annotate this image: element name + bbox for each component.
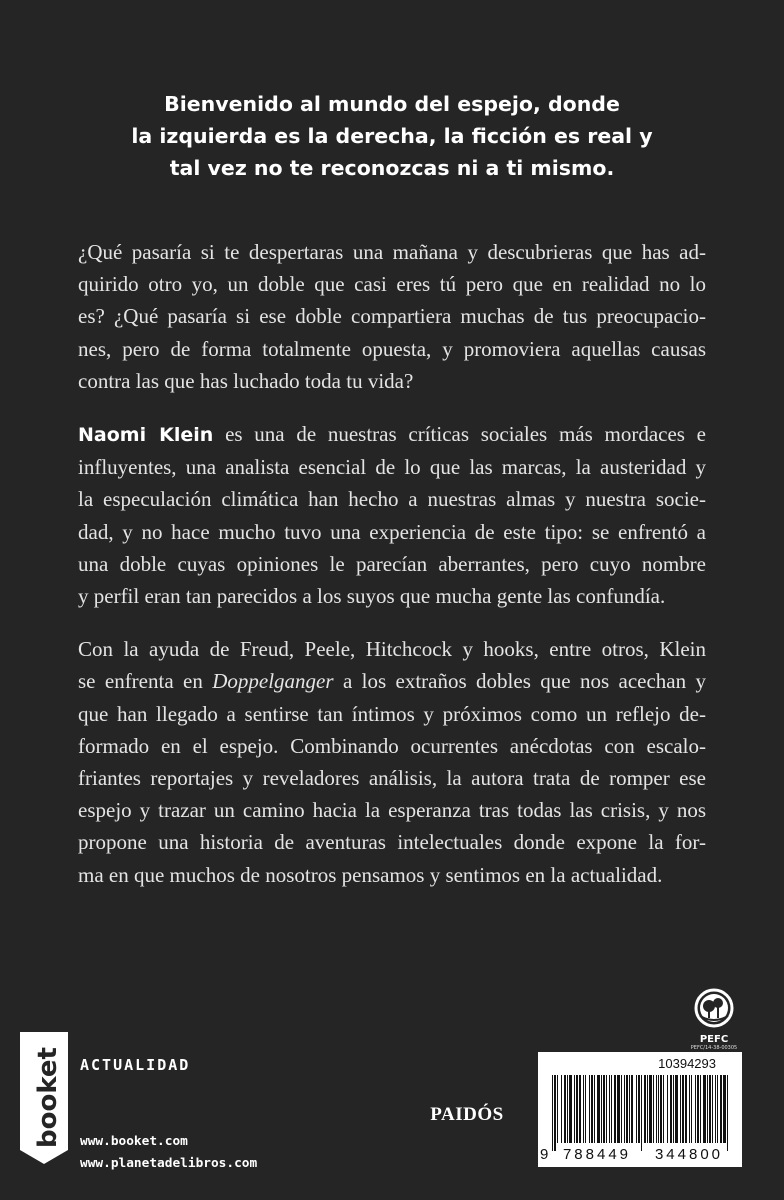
barcode-bar xyxy=(552,1075,553,1151)
text-line: ma en que muchos de nosotros pensamos y sentimos en la actualidad. xyxy=(78,862,663,887)
barcode-bar xyxy=(591,1075,593,1143)
text-line: nes, pero de forma totalmente opuesta, y promoviera aquellas causas xyxy=(78,336,706,361)
barcode-label xyxy=(538,1052,742,1167)
text-line: propone una historia de aventuras intelectuales donde expone la for- xyxy=(78,830,706,855)
barcode-bar xyxy=(685,1075,687,1143)
synopsis xyxy=(78,236,706,912)
barcode-bar xyxy=(564,1075,566,1143)
pefc-code: PEFC/14-38-00305 xyxy=(690,1045,738,1051)
barcode-icon xyxy=(552,1075,730,1151)
booket-logo xyxy=(18,1032,70,1166)
barcode-bar xyxy=(561,1075,562,1143)
barcode-bar xyxy=(682,1075,684,1143)
text-fragment: a los extraños dobles que nos acechan y xyxy=(333,669,706,694)
barcode-bar xyxy=(629,1075,630,1143)
barcode-bar xyxy=(649,1075,652,1143)
product-code: 10394293 xyxy=(658,1056,716,1071)
text-line xyxy=(78,665,706,697)
text-line: una doble cuyas opiniones le parecían aberrantes, pero cuyo nombre xyxy=(78,551,706,576)
text-line: influyentes, una analista esencial de lo que las marcas, la austeridad y xyxy=(78,455,706,480)
barcode-bar xyxy=(658,1075,659,1143)
barcode-bar xyxy=(673,1075,674,1143)
barcode-bar xyxy=(717,1075,718,1143)
barcode-bar xyxy=(609,1075,610,1143)
barcode-bar xyxy=(621,1075,622,1143)
barcode-bar xyxy=(697,1075,699,1143)
barcode-bar xyxy=(576,1075,578,1143)
tagline-line-1: Bienvenido al mundo del espejo, donde xyxy=(164,92,620,116)
text-line xyxy=(78,418,706,451)
barcode-bar xyxy=(583,1075,584,1143)
barcode-bar xyxy=(585,1075,586,1143)
barcode-bar xyxy=(703,1075,706,1143)
isbn-lead: 9 xyxy=(540,1146,549,1163)
text-line: formado en el espejo. Combinando ocurrentes anécdotas con escalo- xyxy=(78,733,706,758)
barcode-bar xyxy=(606,1075,607,1143)
barcode-bar xyxy=(569,1075,572,1143)
pefc-label: PEFC xyxy=(699,1034,729,1045)
text-line: contra las que has luchado toda tu vida? xyxy=(78,368,414,393)
barcode-bar xyxy=(638,1075,640,1143)
text-fragment: se enfrenta en xyxy=(78,669,213,694)
barcode-bar xyxy=(720,1075,722,1143)
booket-logo-text: booket xyxy=(33,1047,63,1148)
link-planetadelibros[interactable]: www.planetadelibros.com xyxy=(80,1156,258,1171)
paragraph-author xyxy=(78,418,706,612)
barcode-bar xyxy=(709,1075,711,1143)
author-name: Naomi Klein xyxy=(78,424,214,447)
barcode-bar xyxy=(554,1075,556,1151)
website-links xyxy=(80,1131,257,1175)
barcode-bar xyxy=(712,1075,713,1143)
barcode-bar xyxy=(707,1075,708,1143)
pefc-tree-icon xyxy=(694,988,734,1028)
barcode-bar xyxy=(611,1075,612,1143)
barcode-bar xyxy=(644,1075,646,1143)
barcode-bar xyxy=(727,1075,728,1151)
pefc-logo xyxy=(686,988,742,1060)
barcode-bar xyxy=(647,1075,648,1143)
barcode-bar xyxy=(653,1075,654,1143)
isbn-digits xyxy=(540,1146,740,1163)
author-line-rest: es una de nuestras críticas sociales más mordaces e xyxy=(213,422,706,447)
tagline xyxy=(60,88,724,184)
text-line: ¿Qué pasaría si te despertaras una mañana y descubrieras que has ad- xyxy=(78,240,706,264)
barcode-bar xyxy=(614,1075,616,1143)
text-line: quirido otro yo, un doble que casi eres tú pero que en realidad no lo xyxy=(78,272,706,297)
barcode-bar xyxy=(631,1075,633,1143)
barcode-bar xyxy=(624,1075,625,1143)
text-line: la especulación climática han hecho a nuestras almas y nuestra socie- xyxy=(78,487,706,512)
barcode-bar xyxy=(723,1075,726,1143)
isbn-group-2: 344800 xyxy=(654,1146,724,1163)
barcode-bar xyxy=(617,1075,620,1143)
barcode-bar xyxy=(626,1075,628,1143)
barcode-bar xyxy=(594,1075,595,1143)
barcode-bar xyxy=(589,1075,590,1143)
tagline-line-2: la izquierda es la derecha, la ficción es real y xyxy=(131,124,653,148)
barcode-bar xyxy=(601,1075,602,1143)
text-line: friantes reportajes y reveladores análisis, la autora trata de romper ese xyxy=(78,766,706,791)
barcode-bar xyxy=(660,1075,662,1143)
link-booket[interactable]: www.booket.com xyxy=(80,1134,188,1149)
barcode-bar xyxy=(663,1075,664,1143)
text-line: espejo y trazar un camino hacia la esperanza tras todas las crisis, y nos xyxy=(78,798,706,823)
barcode-bar xyxy=(597,1075,600,1143)
barcode-bar xyxy=(675,1075,678,1143)
barcode-bar xyxy=(689,1075,690,1143)
barcode-bar xyxy=(579,1075,581,1143)
barcode-bar xyxy=(641,1075,642,1151)
barcode-bar xyxy=(670,1075,672,1143)
barcode-bar xyxy=(603,1075,605,1143)
text-line: y perfil eran tan parecidos a los suyos que mucha gente las confundía. xyxy=(78,584,666,609)
text-line: Con la ayuda de Freud, Peele, Hitchcock y hooks, entre otros, Klein xyxy=(78,637,706,662)
barcode-bar xyxy=(557,1075,558,1143)
barcode-bar xyxy=(656,1075,657,1143)
barcode-bar xyxy=(567,1075,568,1143)
book-title: Doppelganger xyxy=(212,669,334,694)
barcode-bar xyxy=(680,1075,681,1143)
barcode-bar xyxy=(715,1075,716,1143)
paragraph-summary xyxy=(78,633,706,891)
text-line: es? ¿Qué pasaría si ese doble compartiera muchas de tus preocupacio- xyxy=(78,304,706,329)
barcode-bar xyxy=(700,1075,701,1143)
collection-label: ACTUALIDAD xyxy=(80,1056,191,1074)
paragraph-intro xyxy=(78,236,706,397)
barcode-bar xyxy=(695,1075,696,1143)
barcode-bar xyxy=(574,1075,575,1143)
barcode-bar xyxy=(636,1075,637,1143)
barcode-bar xyxy=(667,1075,668,1143)
isbn-group-1: 788449 xyxy=(562,1146,632,1163)
publisher-logo: PAIDÓS xyxy=(430,1104,504,1125)
text-line: dad, y no hace mucho tuvo una experiencia de este tipo: se enfrentó a xyxy=(78,519,706,544)
tagline-line-3: tal vez no te reconozcas ni a ti mismo. xyxy=(169,156,615,180)
text-line: que han llegado a sentirse tan íntimos y próximos como un reflejo de- xyxy=(78,701,706,726)
barcode-bar xyxy=(691,1075,692,1143)
